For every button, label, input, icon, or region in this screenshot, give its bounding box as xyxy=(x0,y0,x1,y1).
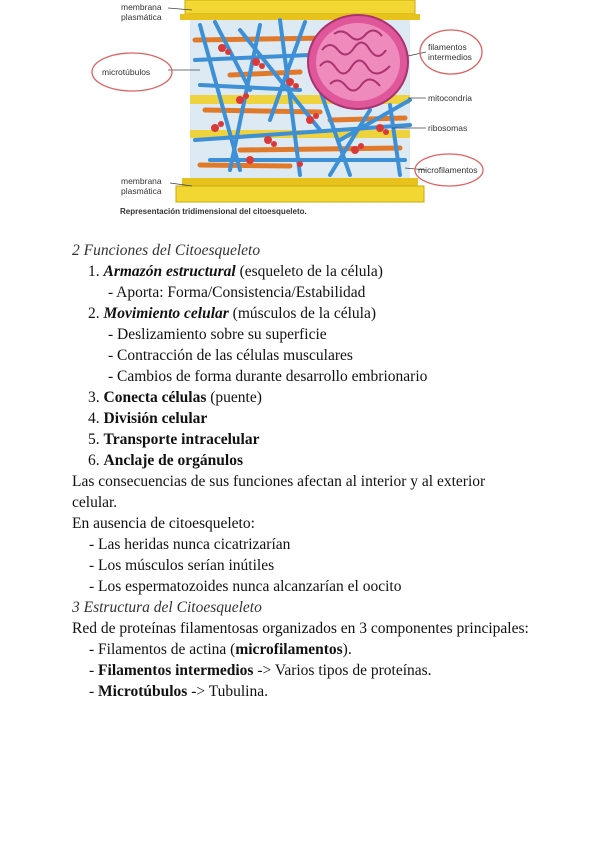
item-title: Conecta células xyxy=(103,389,207,406)
consequences-paragraph: Las consecuencias de sus funciones afectan al interior y al exterior celular. xyxy=(72,473,486,511)
item-number: 3. xyxy=(88,389,100,406)
function-subitem: - Contracción de las células musculares xyxy=(108,347,353,364)
function-subitem: - Aporta: Forma/Consistencia/Estabilidad xyxy=(108,284,366,301)
label-membrana-top: membrana plasmática xyxy=(121,2,162,22)
label-filamentos-intermedios: filamentos intermedios xyxy=(428,42,472,62)
label-microtubulos: microtúbulos xyxy=(102,67,151,77)
component-intermediate xyxy=(72,660,532,681)
item-title: Anclaje de orgánulos xyxy=(103,452,243,469)
figure-caption: Representación tridimensional del citoesqueleto. xyxy=(120,207,307,216)
function-subitem: - Cambios de forma durante desarrollo embrionario xyxy=(108,368,428,385)
function-item-6 xyxy=(72,450,532,471)
structure-intro: Red de proteínas filamentosas organizados en 3 componentes principales: xyxy=(72,620,529,637)
component-suffix: ). xyxy=(342,641,352,658)
function-item-1 xyxy=(72,261,532,282)
item-number: 4. xyxy=(88,410,100,427)
item-number: 5. xyxy=(88,431,100,448)
component-name: microfilamentos xyxy=(235,641,343,658)
section-3-heading: 3 Estructura del Citoesqueleto xyxy=(72,599,262,616)
cytoskeleton-illustration xyxy=(0,0,600,232)
item-detail: (puente) xyxy=(206,389,262,406)
component-actin xyxy=(72,639,532,660)
label-ribosomas: ribosomas xyxy=(428,123,468,133)
component-prefix: - xyxy=(89,683,99,700)
absence-item: - Los músculos serían inútiles xyxy=(89,557,275,574)
section-2-heading: 2 Funciones del Citoesqueleto xyxy=(72,242,261,259)
component-prefix: - Filamentos de actina ( xyxy=(89,641,236,658)
function-item-4 xyxy=(72,408,532,429)
item-number: 2. xyxy=(88,305,100,322)
item-number: 1. xyxy=(88,263,100,280)
label-membrana-bottom: membrana plasmática xyxy=(121,176,162,196)
component-suffix: -> Tubulina. xyxy=(187,683,268,700)
item-number: 6. xyxy=(88,452,100,469)
absence-intro: En ausencia de citoesqueleto: xyxy=(72,515,255,532)
item-detail: (esqueleto de la célula) xyxy=(235,263,383,280)
function-item-2 xyxy=(72,303,532,324)
item-title: Movimiento celular xyxy=(103,305,229,322)
function-item-5 xyxy=(72,429,532,450)
component-name: Microtúbulos xyxy=(98,683,188,700)
label-mitocondria: mitocondria xyxy=(428,93,472,103)
cytoskeleton-figure xyxy=(0,0,600,232)
absence-item: - Las heridas nunca cicatrizarían xyxy=(89,536,291,553)
item-title: Armazón estructural xyxy=(103,263,236,280)
function-subitem: - Deslizamiento sobre su superficie xyxy=(108,326,327,343)
absence-item: - Los espermatozoides nunca alcanzarían el oocito xyxy=(89,578,402,595)
component-suffix: -> Varios tipos de proteínas. xyxy=(253,662,432,679)
component-prefix: - xyxy=(89,662,99,679)
component-microtubules xyxy=(72,681,532,702)
item-detail: (músculos de la célula) xyxy=(228,305,376,322)
document-body xyxy=(72,240,532,702)
function-item-3 xyxy=(72,387,532,408)
component-name: Filamentos intermedios xyxy=(98,662,254,679)
item-title: División celular xyxy=(103,410,208,427)
item-title: Transporte intracelular xyxy=(103,431,260,448)
label-microfilamentos: microfilamentos xyxy=(418,165,478,175)
